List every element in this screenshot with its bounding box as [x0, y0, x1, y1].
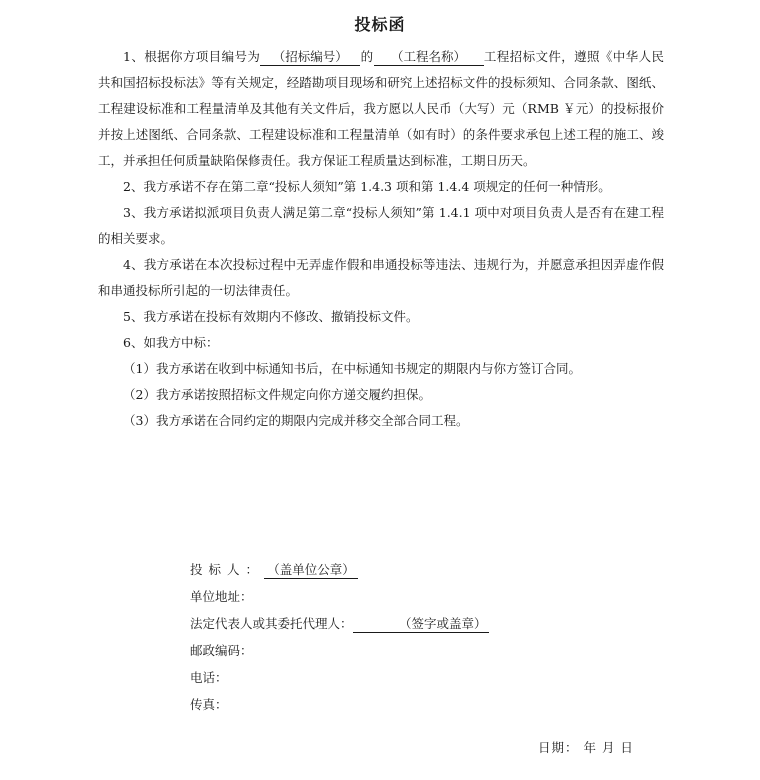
document-title: 投标函 — [354, 15, 406, 34]
paragraph-5: 5、我方承诺在投标有效期内不修改、撤销投标文件。 — [123, 309, 419, 324]
address-row — [190, 583, 610, 610]
phone-label: 电话： — [190, 670, 228, 685]
paragraph-1-middle: 的 — [360, 49, 374, 64]
document-body — [98, 44, 664, 434]
representative-label: 法定代表人或其委托代理人： — [190, 616, 353, 631]
bidder-row — [190, 556, 610, 583]
paragraph-1-body: 工程招标文件，遵照《中华人民共和国招标投标法》等有关规定，经踏勘项目现场和研究上述招标文件的投标须知、合同条款、图纸、工程建设标准和工程量清单及其他有关文件后，我方愿以人民币（大写）元（RMB ￥元）的投标报价并按上述图纸、合同条款、工程建设标准和工程量清单（如有时）的条件要求承包上述工程的施工、竣工，并承担任何质量缺陷保修责任。我方保证工程质量达到标准，工期日历天。 — [98, 49, 664, 168]
bidder-seal-blank: （盖单位公章） — [264, 562, 358, 579]
paragraph-6-item-1: （1）我方承诺在收到中标通知书后，在中标通知书规定的期限内与你方签订合同。 — [123, 361, 581, 376]
project-name-blank: （工程名称） — [374, 49, 484, 66]
paragraph-3: 3、我方承诺拟派项目负责人满足第二章“投标人须知”第 1.4.1 项中对项目负责人是否有在建工程的相关要求。 — [98, 205, 664, 246]
postal-row — [190, 637, 610, 664]
fax-row — [190, 691, 610, 718]
paragraph-4: 4、我方承诺在本次投标过程中无弄虚作假和串通投标等违法、违规行为，并愿意承担因弄虚作假和串通投标所引起的一切法律责任。 — [98, 257, 664, 298]
paragraph-6-item-3: （3）我方承诺在合同约定的期限内完成并移交全部合同工程。 — [123, 413, 469, 428]
phone-row — [190, 664, 610, 691]
fax-label: 传真： — [190, 697, 228, 712]
paragraph-6-item-2: （2）我方承诺按照招标文件规定向你方递交履约担保。 — [123, 387, 431, 402]
tender-code-blank: （招标编号） — [260, 49, 360, 66]
paragraph-2: 2、我方承诺不存在第二章“投标人须知”第 1.4.3 项和第 1.4.4 项规定的任何一种情形。 — [123, 179, 611, 194]
representative-sign-blank: （签字或盖章） — [353, 616, 489, 633]
paragraph-1 — [98, 44, 664, 174]
bidder-label: 投标人： — [190, 562, 265, 577]
paragraph-1-lead: 1、根据你方项目编号为 — [123, 49, 261, 64]
postal-code-label: 邮政编码： — [190, 643, 253, 658]
signature-block — [190, 556, 610, 718]
address-label: 单位地址： — [190, 589, 253, 604]
representative-row — [190, 610, 610, 637]
paragraph-6: 6、如我方中标： — [123, 335, 219, 350]
date-line: 日期： 年 月 日 — [538, 740, 634, 755]
